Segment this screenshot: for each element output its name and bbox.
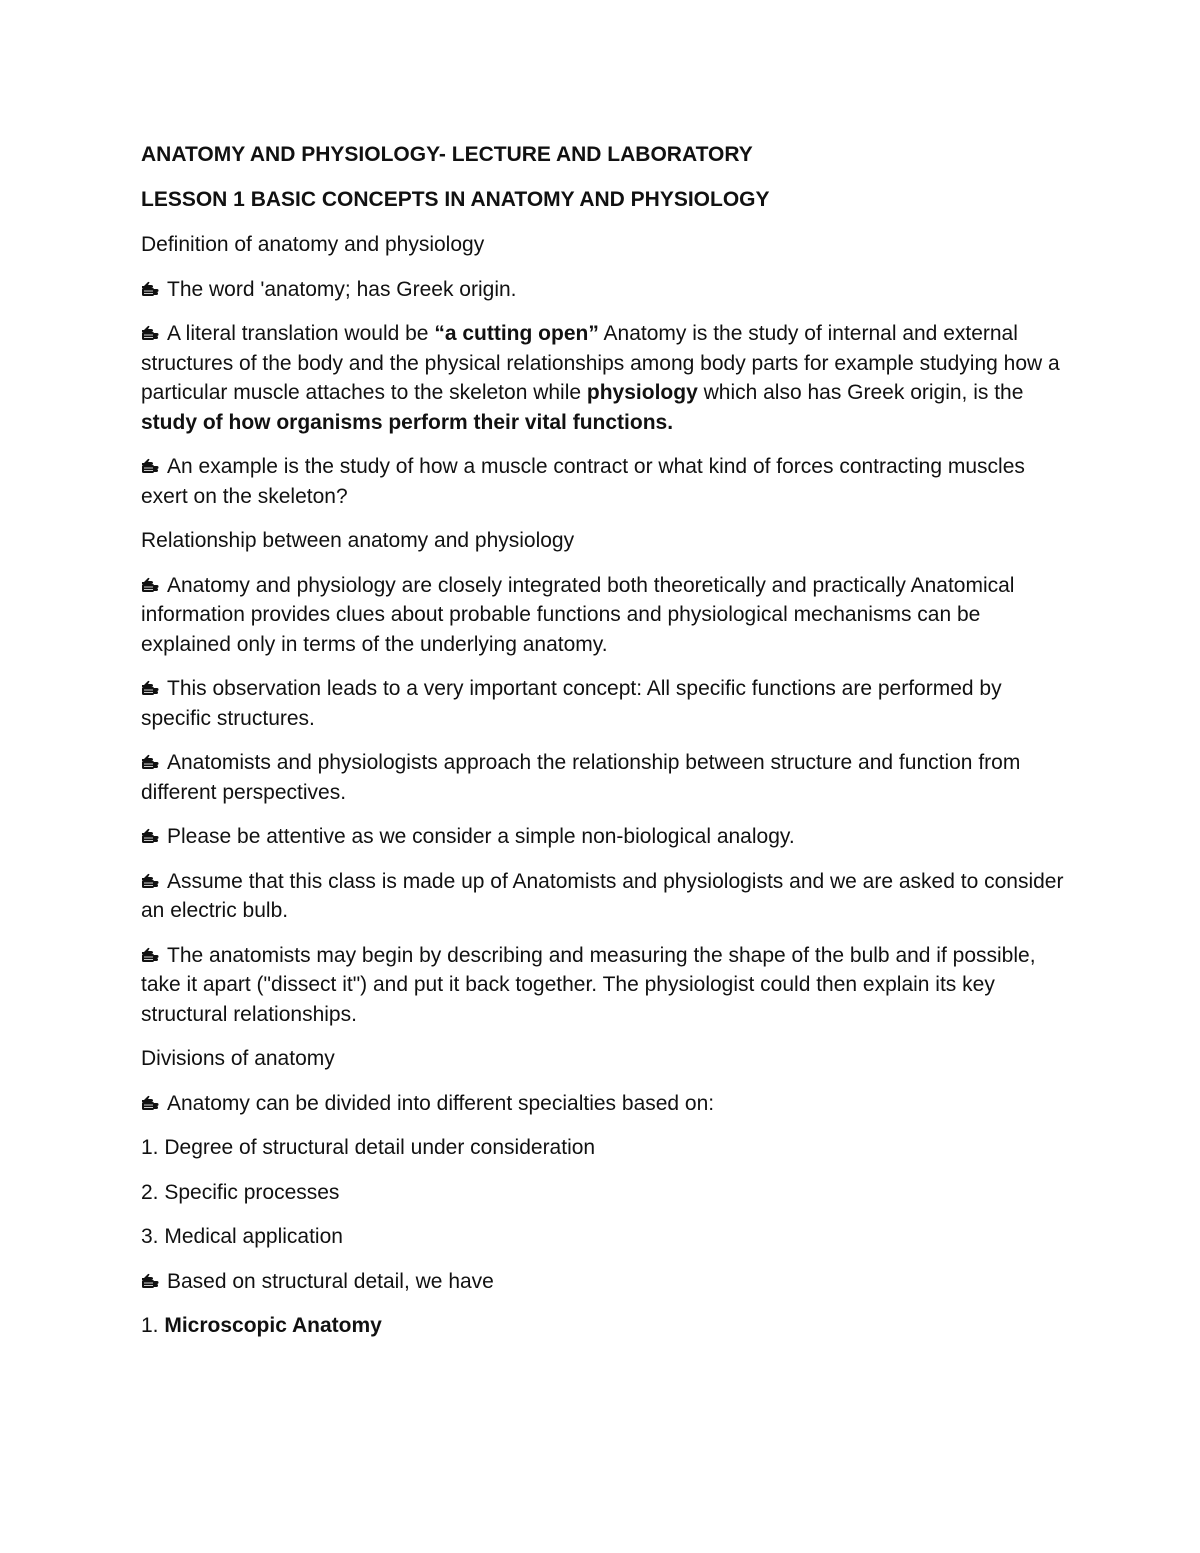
bold-phrase: physiology xyxy=(586,381,698,404)
bold-phrase: “a cutting open” xyxy=(434,322,599,345)
numbered-item: 3. Medical application xyxy=(141,1225,343,1248)
bullet-paragraph xyxy=(141,319,1071,437)
bullet-paragraph xyxy=(141,1089,1071,1119)
pointing-hand-icon xyxy=(141,1273,159,1289)
bullet-text: Please be attentive as we consider a simple non-biological analogy. xyxy=(167,825,795,848)
pointing-hand-icon xyxy=(141,754,159,770)
bullet-text: Anatomy can be divided into different specialties based on: xyxy=(167,1091,715,1115)
pointing-hand-icon xyxy=(141,577,159,593)
item-number: 1. xyxy=(141,1314,165,1337)
bullet-paragraph xyxy=(141,941,1071,1030)
bullet-paragraph xyxy=(141,822,1071,852)
pointing-hand-icon xyxy=(141,1095,159,1111)
pointing-hand-icon xyxy=(141,873,159,889)
bullet-paragraph xyxy=(141,867,1071,926)
bullet-paragraph xyxy=(141,275,1071,305)
bullet-paragraph xyxy=(141,1267,1071,1297)
bullet-text: A literal translation would be xyxy=(167,322,435,345)
bullet-text: An example is the study of how a muscle contract or what kind of forces contracting muscles exert on the skeleton? xyxy=(141,455,1025,508)
numbered-item: 2. Specific processes xyxy=(141,1180,340,1204)
pointing-hand-icon xyxy=(141,325,159,341)
pointing-hand-icon xyxy=(141,680,159,696)
pointing-hand-icon xyxy=(141,947,159,963)
bullet-text: Anatomy and physiology are closely integrated both theoretically and practically Anatomical information provides clues about probable functions and physiological mechanisms can be explained only in terms of the underlying anatomy. xyxy=(141,573,1015,656)
bullet-text: Assume that this class is made up of Anatomists and physiologists and we are asked to consider an electric bulb. xyxy=(141,869,1064,922)
bullet-text: Based on structural detail, we have xyxy=(167,1269,494,1293)
bullet-text: This observation leads to a very important concept: All specific functions are performed by specific structures. xyxy=(141,677,1002,730)
bullet-paragraph xyxy=(141,748,1071,807)
bold-phrase: Microscopic Anatomy xyxy=(164,1314,382,1337)
pointing-hand-icon xyxy=(141,828,159,844)
bullet-text: The word 'anatomy; has Greek origin. xyxy=(167,277,517,301)
bullet-paragraph xyxy=(141,452,1071,511)
pointing-hand-icon xyxy=(141,458,159,474)
pointing-hand-icon xyxy=(141,281,159,297)
bullet-text: which also has Greek origin, is the xyxy=(697,381,1024,404)
bullet-paragraph xyxy=(141,674,1071,733)
document-title: ANATOMY AND PHYSIOLOGY- LECTURE AND LABORATORY xyxy=(141,143,753,166)
lesson-title: LESSON 1 BASIC CONCEPTS IN ANATOMY AND PHYSIOLOGY xyxy=(141,188,770,211)
section-heading-definition: Definition of anatomy and physiology xyxy=(141,233,485,256)
numbered-item xyxy=(141,1311,1071,1341)
section-heading-divisions: Divisions of anatomy xyxy=(141,1047,335,1070)
bullet-text: Anatomy is the study of internal and external structures of the body and the physical relationships among body parts for example studying how a particular muscle attaches to the skeleton while xyxy=(141,322,1060,404)
numbered-item: 1. Degree of structural detail under consideration xyxy=(141,1136,596,1159)
bullet-paragraph xyxy=(141,571,1071,660)
document-page xyxy=(141,140,1071,1356)
bold-phrase: study of how organisms perform their vital functions. xyxy=(141,410,674,434)
bullet-text: Anatomists and physiologists approach the relationship between structure and function from different perspectives. xyxy=(141,751,1021,804)
section-heading-relationship: Relationship between anatomy and physiology xyxy=(141,529,575,552)
bullet-text: The anatomists may begin by describing and measuring the shape of the bulb and if possible, take it apart ("dissect it") and put it back together. The physiologist could then explain its key structural relationships. xyxy=(141,943,1036,1026)
